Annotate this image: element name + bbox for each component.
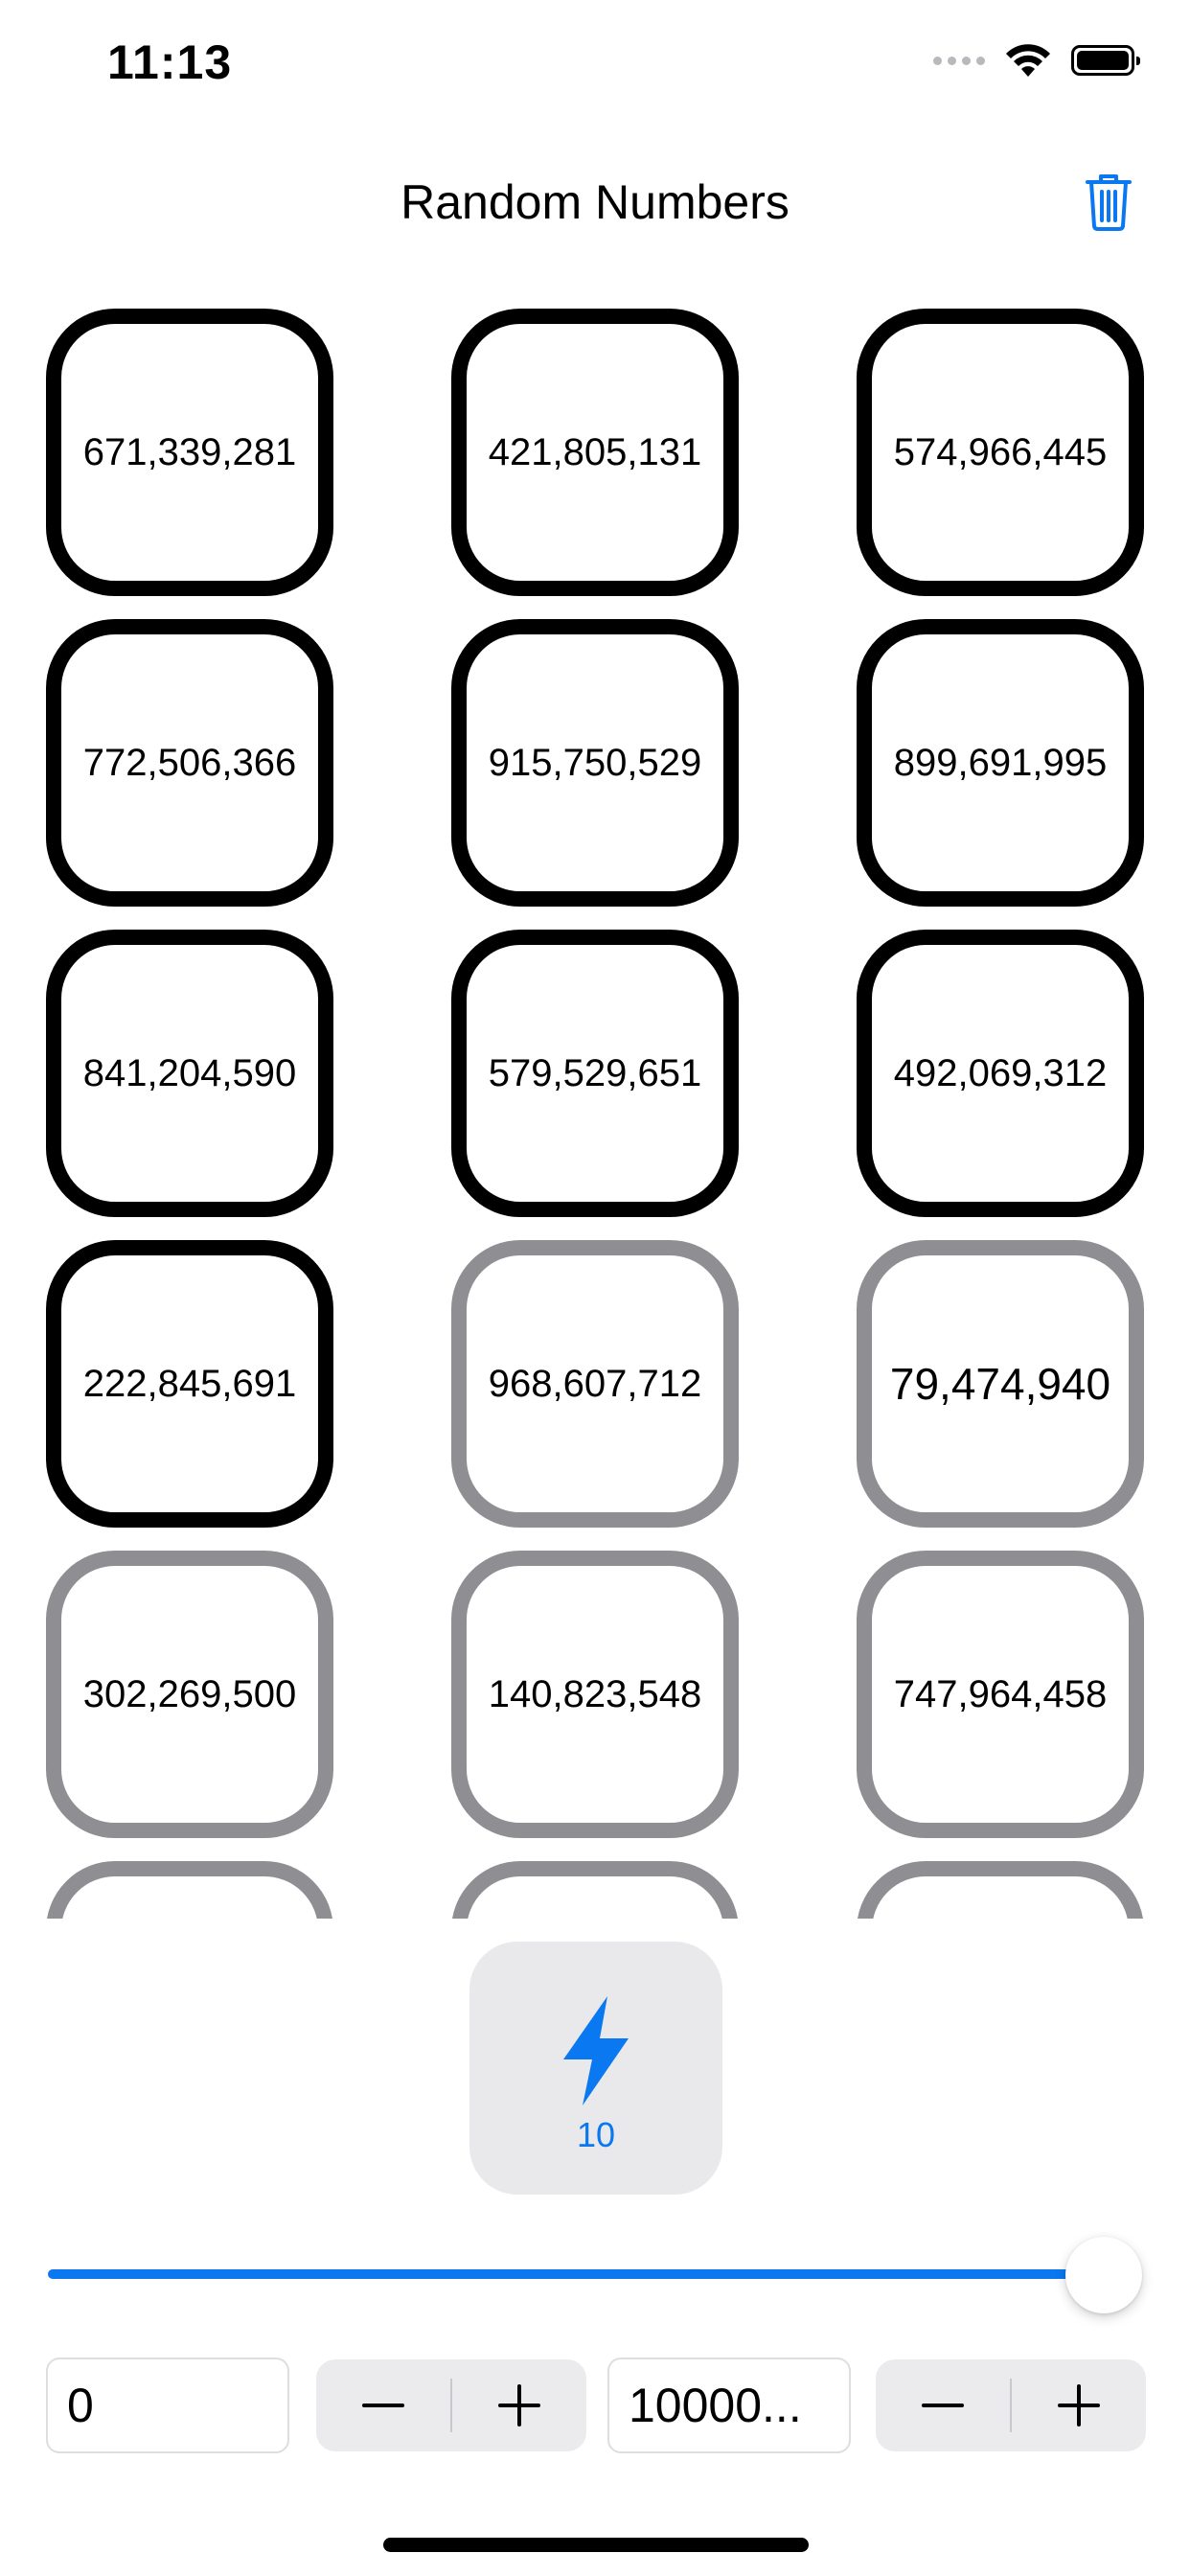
min-decrement-button[interactable] — [316, 2359, 450, 2451]
number-card[interactable] — [46, 1861, 333, 1919]
number-card[interactable]: 574,966,445 — [857, 309, 1144, 596]
number-card[interactable]: 79,474,940 — [857, 1240, 1144, 1528]
trash-button[interactable] — [1085, 172, 1133, 232]
number-card[interactable]: 772,506,366 — [46, 619, 333, 907]
numbers-grid — [46, 309, 1144, 1919]
status-time: 11:13 — [107, 35, 233, 89]
number-card[interactable]: 421,805,131 — [451, 309, 739, 596]
slider-thumb[interactable] — [1065, 2237, 1142, 2313]
number-card[interactable]: 671,339,281 — [46, 309, 333, 596]
numbers-scroll-view[interactable] — [0, 309, 1190, 1919]
count-slider[interactable] — [48, 2239, 1142, 2315]
min-stepper[interactable] — [316, 2359, 586, 2451]
number-card[interactable]: 747,964,458 — [857, 1551, 1144, 1838]
page-title: Random Numbers — [400, 175, 790, 229]
number-card[interactable]: 899,691,995 — [857, 619, 1144, 907]
number-card[interactable]: 222,845,691 — [46, 1240, 333, 1528]
minus-icon — [362, 2384, 404, 2426]
cellular-signal-icon — [933, 57, 985, 65]
max-stepper[interactable] — [876, 2359, 1146, 2451]
status-indicators — [933, 42, 1134, 79]
generate-count: 10 — [576, 2115, 616, 2154]
number-card[interactable]: 968,607,712 — [451, 1240, 739, 1528]
bolt-icon — [558, 1994, 634, 2107]
minus-icon — [922, 2384, 964, 2426]
slider-track[interactable] — [48, 2269, 1142, 2279]
max-value-field[interactable]: 10000... — [607, 2358, 851, 2453]
generate-button[interactable] — [469, 1942, 722, 2195]
number-card[interactable]: 492,069,312 — [857, 930, 1144, 1217]
home-indicator — [383, 2538, 809, 2552]
number-card[interactable]: 579,529,651 — [451, 930, 739, 1217]
max-decrement-button[interactable] — [876, 2359, 1010, 2451]
trash-icon — [1085, 172, 1133, 232]
slider-fill — [48, 2269, 1104, 2279]
number-card[interactable] — [451, 1861, 739, 1919]
min-value-field[interactable]: 0 — [46, 2358, 289, 2453]
min-increment-button[interactable] — [452, 2359, 586, 2451]
battery-icon — [1071, 45, 1134, 76]
wifi-icon — [1004, 42, 1052, 79]
number-card[interactable]: 915,750,529 — [451, 619, 739, 907]
number-card[interactable] — [857, 1861, 1144, 1919]
number-card[interactable]: 302,269,500 — [46, 1551, 333, 1838]
number-card[interactable]: 841,204,590 — [46, 930, 333, 1217]
max-increment-button[interactable] — [1012, 2359, 1146, 2451]
number-card[interactable]: 140,823,548 — [451, 1551, 739, 1838]
plus-icon — [1058, 2384, 1100, 2426]
plus-icon — [498, 2384, 540, 2426]
